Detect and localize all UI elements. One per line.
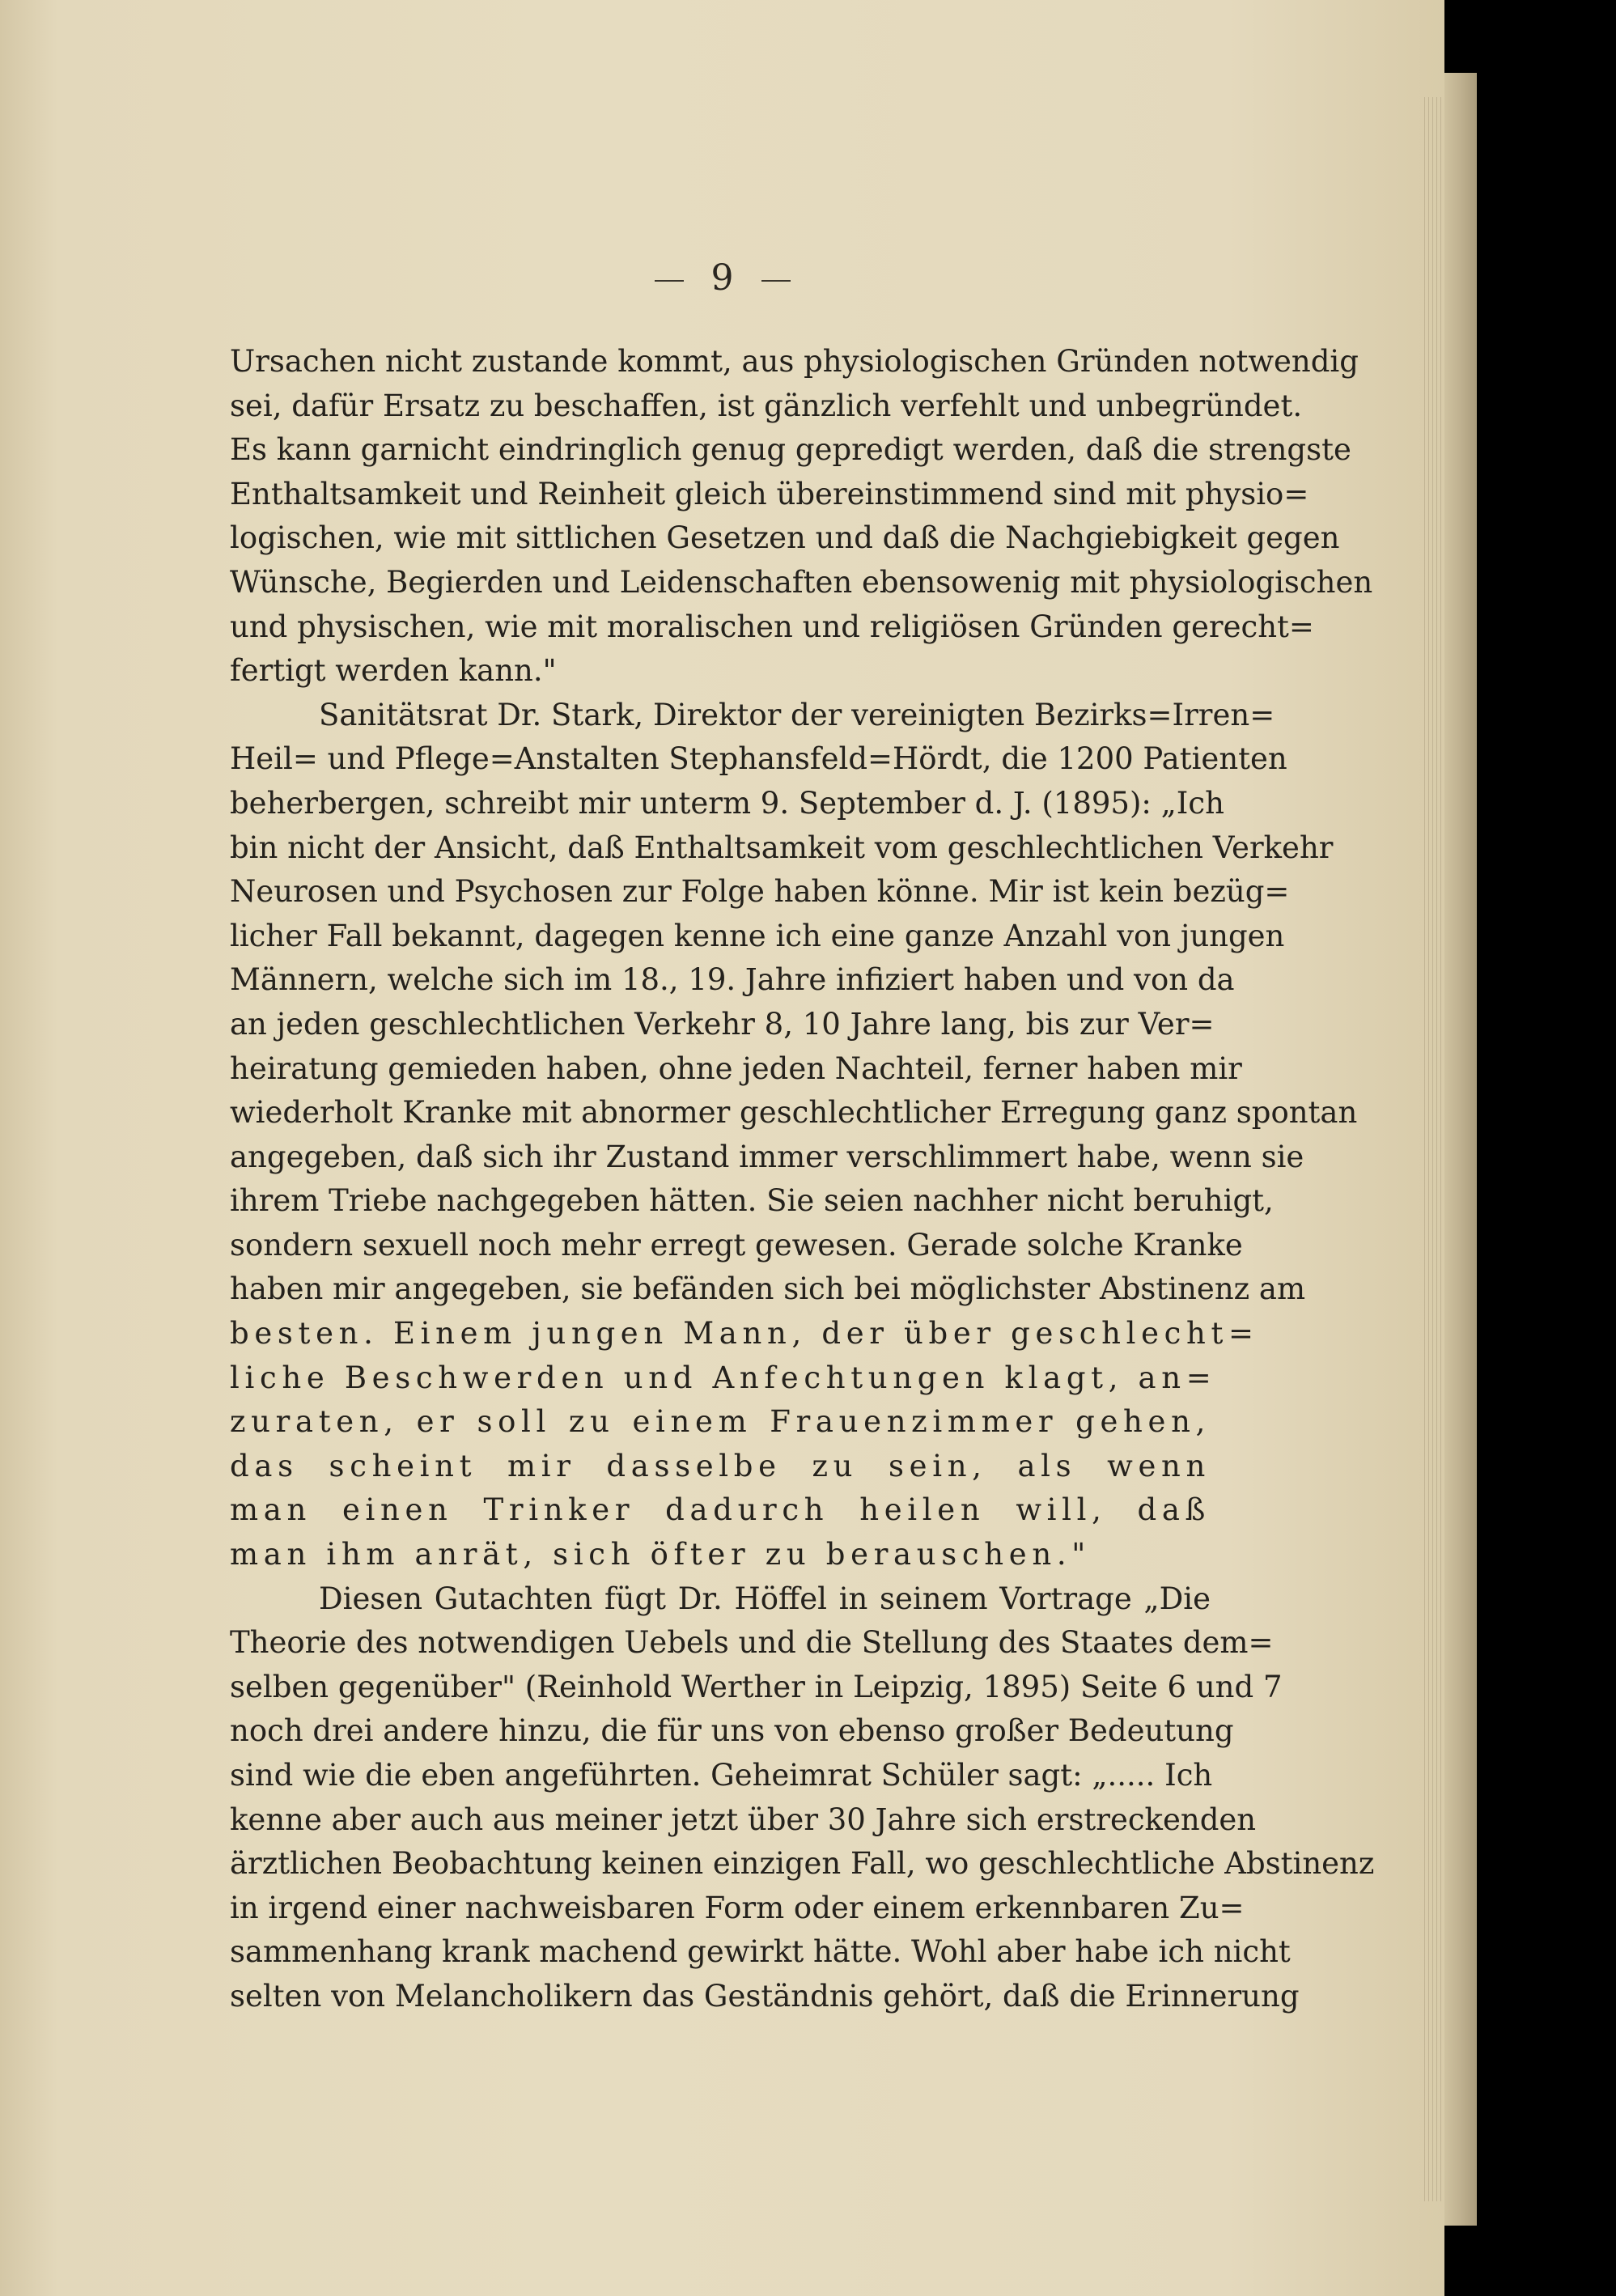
text-line: das scheint mir dasselbe zu sein, als wenn	[230, 1448, 1211, 1483]
text-line: Heil= und Pflege=Anstalten Stephansfeld=Hördt, die 1200 Patienten	[230, 741, 1287, 777]
text-line: haben mir angegeben, sie befänden sich bei möglichster Abstinenz am	[230, 1271, 1306, 1307]
text-line: sind wie die eben angeführten. Geheimrat Schüler sagt: „..... Ich	[230, 1758, 1213, 1793]
text-line: Diesen Gutachten fügt Dr. Höffel in seinem Vortrage „Die	[319, 1581, 1211, 1616]
text-line: fertigt werden kann."	[230, 653, 557, 689]
header-dash-right	[761, 280, 791, 282]
text-line: an jeden geschlechtlichen Verkehr 8, 10 Jahre lang, bis zur Ver=	[230, 1006, 1215, 1042]
body-text	[230, 340, 1375, 2019]
text-line: kenne aber auch aus meiner jetzt über 30 Jahre sich erstreckenden	[230, 1802, 1257, 1837]
text-line: selten von Melancholikern das Geständnis gehört, daß die Erinnerung	[230, 1978, 1300, 2014]
text-line: Theorie des notwendigen Uebels und die Stellung des Staates dem=	[230, 1625, 1274, 1661]
text-line: liche Beschwerden und Anfechtungen klagt, an=	[230, 1360, 1217, 1395]
text-line: besten. Einem jungen Mann, der über geschlecht=	[230, 1316, 1259, 1352]
text-line: sammenhang krank machend gewirkt hätte. Wohl aber habe ich nicht	[230, 1934, 1291, 1970]
book-gutter	[1444, 73, 1477, 2226]
text-line: in irgend einer nachweisbaren Form oder einem erkennbaren Zu=	[230, 1890, 1245, 1925]
text-line: Sanitätsrat Dr. Stark, Direktor der vereinigten Bezirks=Irren=	[319, 697, 1275, 732]
text-line: sei, dafür Ersatz zu beschaffen, ist gänzlich verfehlt und unbegründet.	[230, 388, 1303, 423]
text-line: zuraten, er soll zu einem Frauenzimmer gehen,	[230, 1404, 1211, 1440]
text-line: Ursachen nicht zustande kommt, aus physiologischen Gründen notwendig	[230, 344, 1359, 379]
text-line: bin nicht der Ansicht, daß Enthaltsamkeit vom geschlechtlichen Verkehr	[230, 830, 1334, 865]
text-line: beherbergen, schreibt mir unterm 9. September d. J. (1895): „Ich	[230, 785, 1224, 821]
text-line: licher Fall bekannt, dagegen kenne ich eine ganze Anzahl von jungen	[230, 918, 1285, 953]
text-line: Wünsche, Begierden und Leidenschaften ebensowenig mit physiologischen	[230, 564, 1373, 600]
text-line: man ihm anrät, sich öfter zu berauschen."	[230, 1537, 1091, 1572]
text-line: noch drei andere hinzu, die für uns von ebenso großer Bedeutung	[230, 1713, 1234, 1749]
text-line: Enthaltsamkeit und Reinheit gleich übereinstimmend sind mit physio=	[230, 476, 1309, 511]
header-dash-left	[655, 280, 684, 282]
text-line: angegeben, daß sich ihr Zustand immer verschlimmert habe, wenn sie	[230, 1139, 1304, 1174]
text-line: Es kann garnicht eindringlich genug gepredigt werden, daß die strengste	[230, 432, 1351, 468]
text-line: man einen Trinker dadurch heilen will, daß	[230, 1492, 1211, 1528]
text-line: selben gegenüber" (Reinhold Werther in Leipzig, 1895) Seite 6 und 7	[230, 1669, 1283, 1704]
text-line: ihrem Triebe nachgegeben hätten. Sie seien nachher nicht beruhigt,	[230, 1183, 1274, 1219]
text-line: wiederholt Kranke mit abnormer geschlechtlicher Erregung ganz spontan	[230, 1095, 1358, 1131]
text-line: Neurosen und Psychosen zur Folge haben könne. Mir ist kein bezüg=	[230, 874, 1290, 910]
text-line: Männern, welche sich im 18., 19. Jahre infiziert haben und von da	[230, 962, 1235, 998]
page-edge-texture	[1424, 97, 1444, 2201]
text-line: heiratung gemieden haben, ohne jeden Nachteil, ferner haben mir	[230, 1050, 1242, 1086]
text-line: logischen, wie mit sittlichen Gesetzen und daß die Nachgiebigkeit gegen	[230, 520, 1340, 556]
page-number: 9	[710, 257, 734, 299]
text-line: sondern sexuell noch mehr erregt gewesen. Gerade solche Kranke	[230, 1227, 1243, 1263]
text-line: und physischen, wie mit moralischen und religiösen Gründen gerecht=	[230, 609, 1314, 644]
text-line: ärztlichen Beobachtung keinen einzigen Fall, wo geschlechtliche Abstinenz	[230, 1846, 1375, 1882]
page-header	[0, 257, 1444, 322]
